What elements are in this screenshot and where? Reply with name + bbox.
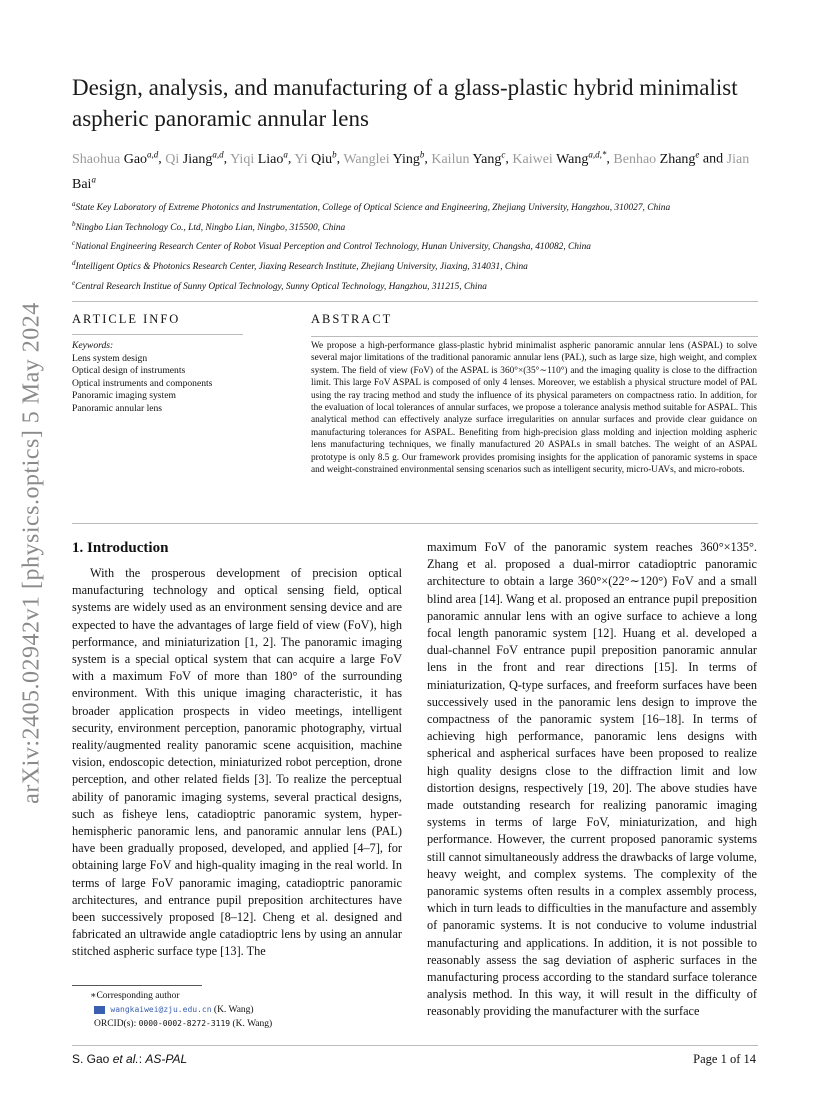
author-family-name: Gao <box>123 151 148 167</box>
author-name <box>613 149 700 167</box>
author-list: Shaohua Gao$^{a,d}$, Qi Jiang$^{a,d}$, Yiqi Liao$^a$, Yi Qiu$^b$, Wanglei Ying$^b$, Kailun Yang$^c$, Kaiwei Wang$^{a,d,*}$, Benhao Zhang$^e$ and Jian Bai$^a$ <box>72 149 750 193</box>
author-family-name: Liao <box>257 151 284 167</box>
affiliation-mark: b <box>72 219 76 228</box>
keyword-item: Panoramic annular lens <box>72 402 163 414</box>
keywords-label: Keywords: <box>72 340 114 351</box>
author-given-name: Shaohua <box>72 151 124 167</box>
article-info-rule <box>72 334 243 335</box>
author-family-name: Zhang <box>659 151 696 167</box>
author-family-name: Bai <box>72 177 92 193</box>
author-affiliation-mark: b <box>419 149 425 159</box>
arxiv-id: arXiv:2405.02942v1 [physics.optics] 5 May 2024 <box>18 302 45 804</box>
author-affiliation-mark: a,d <box>212 149 224 159</box>
affiliation-text: Central Research Institue of Sunny Optical Technology, Sunny Optical Technology, Hangzhou, 311215, China <box>75 281 487 292</box>
author-name <box>230 149 288 167</box>
author-affiliation-mark: a <box>283 149 288 159</box>
author-given-name: Wanglei <box>343 151 393 167</box>
author-given-name: Kaiwei <box>512 151 557 167</box>
keyword-item: Panoramic imaging system <box>72 390 176 401</box>
author-family-name: Jiang <box>182 151 213 167</box>
author-affiliation-mark: a,d,* <box>588 149 607 159</box>
article-info-heading: ARTICLE INFO <box>72 312 181 326</box>
keywords-block <box>72 340 292 415</box>
page-number: Page 1 of 14 <box>693 1052 756 1066</box>
arxiv-side-stamp <box>12 258 52 848</box>
author-affiliation-mark: b <box>332 149 337 159</box>
author-name <box>294 149 337 167</box>
divider-top <box>72 301 758 302</box>
running-footer: S. Gao et al.: AS-PAL <box>72 1052 188 1066</box>
author-name <box>165 149 224 167</box>
corresponding-author-note: ∗Corresponding author <box>90 991 180 1001</box>
abstract-heading: ABSTRACT <box>311 312 393 326</box>
affiliation-text: State Key Laboratory of Extreme Photonics and Instrumentation, College of Optical Science and Engineering, Zhejiang University, Hangzhou, 310027, China <box>75 203 671 214</box>
author-given-name: Benhao <box>613 151 660 167</box>
footnote-rule <box>72 985 202 986</box>
author-affiliation-mark: c <box>501 149 506 159</box>
author-given-name: Kailun <box>431 151 473 167</box>
right-column-text <box>427 539 757 1021</box>
affiliation-mark: e <box>72 278 76 287</box>
orcid-id[interactable]: 0000-0002-8272-3119 <box>138 1019 231 1028</box>
abstract-text: We propose a high-performance glass-plastic hybrid minimalist aspheric panoramic annular lens (ASPAL) to solve several major limitations of the traditional panoramic annular lens (PAL), such as large size, high weight, and complex system. The field of view (FoV) of the ASPAL is 360°×(35°∼110°) and the imaging quality is close to the diffraction limit. This large FoV ASPAL is composed of only 4 lenses. Moreover, we establish a physical structure model of PAL using the ray tracing method and study the influence of its physical parameters on compactness ratio. In addition, for the evaluation of local tolerances of annular surfaces, we propose a tolerance analysis method suitable for ASPAL. This analytical method can effectively analyze surface irregularities on annular surfaces and provide clear guidance on manufacturing tolerances for ASPAL. Benefiting from high-precision glass molding and injection molding aspheric lens manufacturing techniques, we finally manufactured 20 ASPALs in small batches. The weight of an ASPAL prototype is only 8.5 g. Our framework provides promising insights for the application of panoramic systems in space and weight-constrained environmental sensing scenarios such as intelligent security, micro-UAVs, and micro-robots. <box>311 341 757 476</box>
author-given-name: Jian <box>726 151 750 167</box>
affiliation-item <box>72 218 762 235</box>
email-icon <box>94 1006 105 1014</box>
divider-bottom <box>72 523 758 524</box>
affiliation-text: Intelligent Optics & Photonics Research Center, Jiaxing Research Institute, Zhejiang University, Jiaxing, 314031, China <box>75 262 528 272</box>
author-name <box>72 149 159 167</box>
footer-rule <box>72 1045 758 1046</box>
intro-paragraph-right: maximum FoV of the panoramic system reaches 360°×135°. Zhang et al. proposed a dual-mirror catadioptric panoramic architecture to obtain a large 360°×(22°∼120°) FoV and a small blind area [14]. Wang et al. proposed an entrance pupil preposition panoramic annular lens with an ogive surface to achieve a long focal length panoramic system [12]. Huang et al. developed a dual-channel FoV entrance pupil preposition panoramic annular lens in the front and rear directions [15]. In terms of miniaturization, Q-type surfaces, and freeform surfaces have been successively used in the panoramic lens design to improve the compactness of the panoramic system [16–18]. In terms of achieving high performance, panoramic lens designs with spherical and aspherical surfaces have been proposed to realize high quality designs close to the diffraction limit and low distortion designs, respectively [19, 20]. The above studies have made outstanding research for realizing panoramic imaging systems in terms of large FoV, miniaturization, and high performance. However, the current proposed panoramic systems still cannot simultaneously address the drawbacks of large volume, heavy weight, and complex systems. The complexity of the panoramic systems often results in a complex assembly process, which in turn leads to difficulties in the manufacture and assembly of panoramic systems. It is not conducive to volume industrial manufacturing and applications. In addition, it is not possible to reasonably assess the sag deviation of aspheric surfaces in the manufacturing process according to the standard surface tolerance analysis method. In this way, it will result in the difficulty of reasonably providing the manufacturer with the surface <box>427 540 757 1019</box>
keyword-item: Lens system design <box>72 352 148 364</box>
email-link[interactable]: wangkaiwei@zju.edu.cn <box>110 1005 212 1014</box>
orcid-label: ORCID(s): <box>94 1019 137 1029</box>
affiliations <box>72 198 762 296</box>
affiliation-item <box>72 198 762 215</box>
footnote <box>72 990 392 1031</box>
left-column-text <box>72 565 402 961</box>
author-given-name: Qi <box>165 151 183 167</box>
keyword-item: Optical instruments and components <box>72 377 213 389</box>
intro-paragraph-left: With the prosperous development of precision optical manufacturing technology and optical sensing field, optical systems are widely used as an environment sensing device and are expected to have the advantages of large field of view (FoV), high performance, and miniaturization [1, 2]. The panoramic imaging system is a special optical system that can acquire a large FoV with a maximum FoV of more than 180° of the surrounding environment. With this unique imaging characteristic, it has broader application prospects in video meetings, intelligent security, environment perception, panoramic photography, virtual reality/augmented reality panoramic scene acquisition, machine vision, endoscopic detection, miniaturized robot perception, drone perception, and other related fields [3]. To realize the perceptual ability of panoramic imaging systems, several practical designs, such as fisheye lens, catadioptric panoramic system, hyper-hemispheric panoramic lens, and panoramic annular lens (PAL) have been gradually proposed, developed, and applied [4–7], for obtaining large FoV and high-quality imaging in the real world. In terms of large FoV panoramic imaging, catadioptric panoramic architectures, and entrance pupil preposition architectures have been successively proposed [8–12]. Cheng et al. designed and fabricated an ultrawide angle catadioptric lens by using an annular stitched aspheric surface type [13]. The <box>72 566 402 959</box>
author-family-name: Qiu <box>311 151 333 167</box>
footer-author: S. Gao <box>72 1052 110 1066</box>
affiliation-mark: c <box>72 239 76 248</box>
author-name <box>343 149 425 167</box>
keyword-item: Optical design of instruments <box>72 365 186 376</box>
affiliation-item <box>72 277 762 294</box>
affiliation-item <box>72 257 762 274</box>
orcid-owner: (K. Wang) <box>232 1019 273 1029</box>
affiliation-text: Ningbo Lian Technology Co., Ltd, Ningbo Lian, Ningbo, 315500, China <box>75 222 346 233</box>
footer-etal: et al. <box>112 1052 139 1066</box>
affiliation-text: National Engineering Research Center of Robot Visual Perception and Control Technology, Hunan University, Changsha, 410082, China <box>75 242 591 253</box>
author-family-name: Ying <box>392 151 420 167</box>
affiliation-item <box>72 237 762 254</box>
author-affiliation-mark: e <box>695 149 700 159</box>
section-heading-introduction: 1. Introduction <box>72 540 169 556</box>
author-family-name: Yang <box>472 151 502 167</box>
affiliation-mark: a <box>72 200 76 208</box>
author-affiliation-mark: a <box>91 174 96 185</box>
footer-short-title: AS-PAL <box>145 1052 188 1066</box>
author-family-name: Wang <box>556 151 589 167</box>
author-affiliation-mark: a,d <box>147 149 159 159</box>
abstract-rule <box>311 336 758 337</box>
affiliation-mark: d <box>72 258 76 267</box>
author-name <box>512 149 607 167</box>
author-given-name: Yiqi <box>230 151 258 167</box>
author-given-name: Yi <box>294 151 312 167</box>
author-name <box>431 149 506 167</box>
email-owner: (K. Wang) <box>213 1005 254 1015</box>
paper-title: Design, analysis, and manufacturing of a glass-plastic hybrid minimalist aspheric panoramic annular lens <box>72 75 738 131</box>
